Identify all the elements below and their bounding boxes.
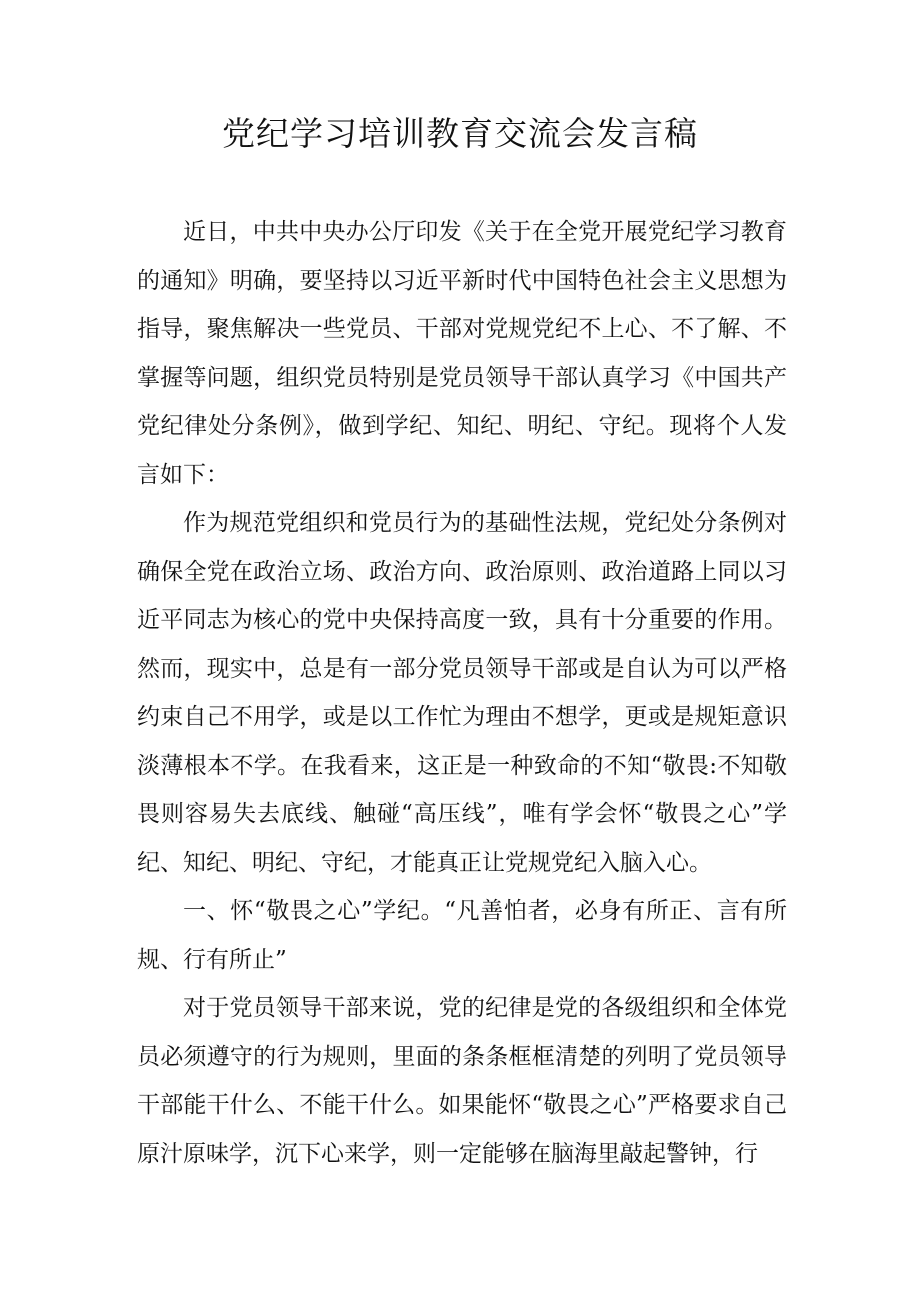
document-title: 党纪学习培训教育交流会发言稿 [222, 114, 698, 153]
paragraph-background: 作为规范党组织和党员行为的基础性法规，党纪处分条例对确保全党在政治立场、政治方向、政治原则、政治道路上同以习近平同志为核心的党中央保持高度一致，具有十分重要的作用。然而，现实中，总是有一部分党员领导干部或是自认为可以严格约束自己不用学，或是以工作忙为理由不想学，更或是规矩意识淡薄根本不学。在我看来，这正是一种致命的不知“敬畏:不知敬畏则容易失去底线、触碰“高压线”，唯有学会怀“敬畏之心”学纪、知纪、明纪、守纪，才能真正让党规党纪入脑入心。 [137, 510, 787, 876]
section-heading-1: 一、怀“敬畏之心”学纪。“凡善怕者，必身有所正、言有所规、行有所止” [137, 898, 787, 973]
paragraph-intro: 近日，中共中央办公厅印发《关于在全党开展党纪学习教育的通知》明确，要坚持以习近平新时代中国特色社会主义思想为指导，聚焦解决一些党员、干部对党规党纪不上心、不了解、不掌握等问题，组织党员特别是党员领导干部认真学习《中国共产党纪律处分条例》，做到学纪、知纪、明纪、守纪。现将个人发言如下： [137, 219, 787, 488]
paragraph-section-1: 对于党员领导干部来说，党的纪律是党的各级组织和全体党员必须遵守的行为规则，里面的条条框框清楚的列明了党员领导干部能干什么、不能干什么。如果能怀“敬畏之心”严格要求自己原汁原味学，沉下心来学，则一定能够在脑海里敲起警钟，行 [137, 995, 787, 1167]
document-body [137, 208, 787, 1178]
